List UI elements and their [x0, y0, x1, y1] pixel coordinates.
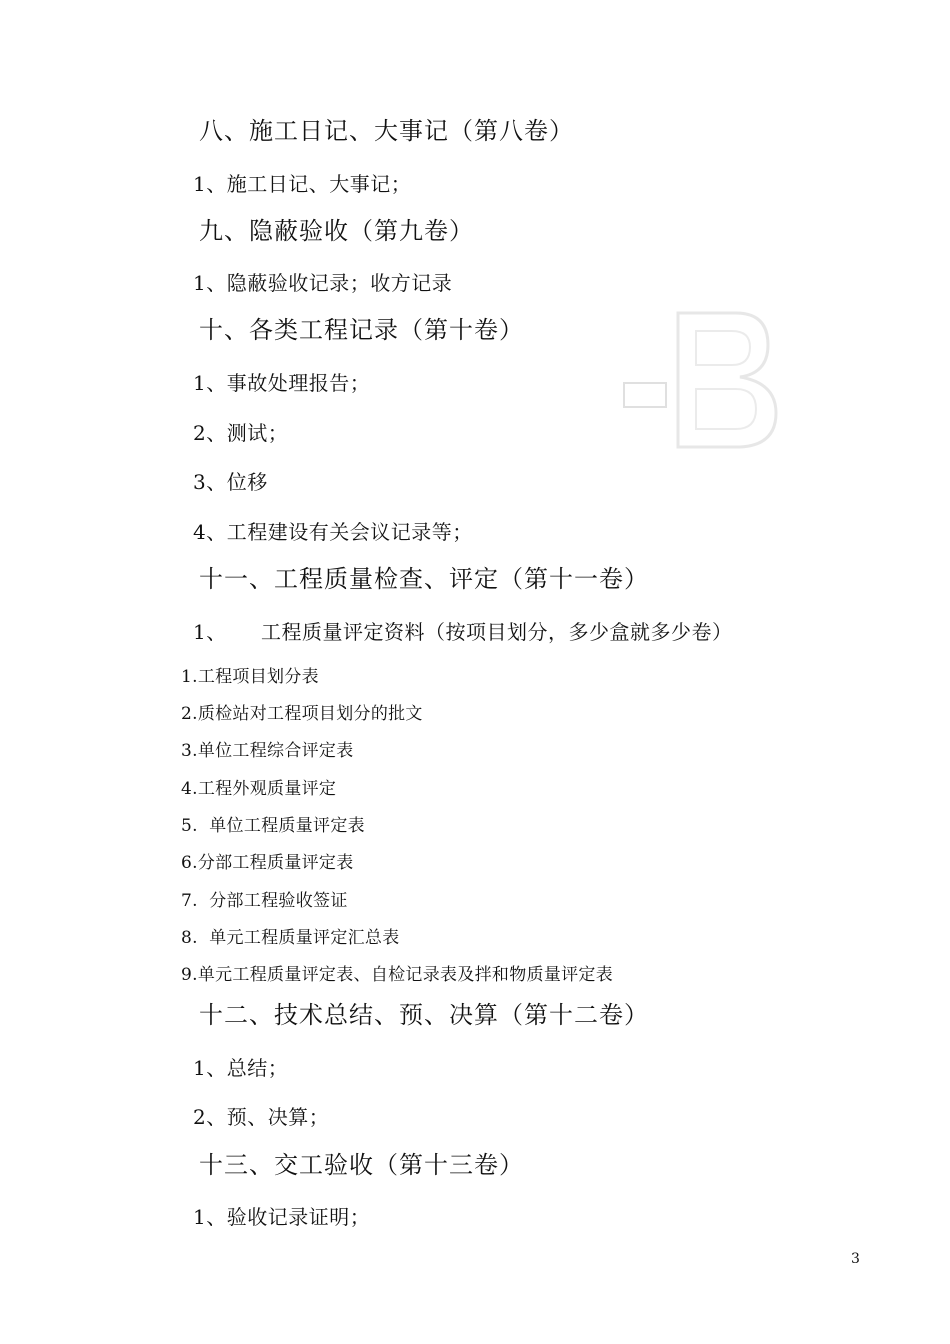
list-item: 1、验收记录证明；	[193, 1205, 371, 1229]
section-heading-8: 八、施工日记、大事记（第八卷）	[199, 117, 574, 145]
sub-list-item: 1.工程项目划分表	[181, 667, 319, 687]
section-heading-12: 十二、技术总结、预、决算（第十二卷）	[199, 1001, 649, 1029]
list-item: 2、测试；	[193, 421, 289, 445]
sub-list-item: 6.分部工程质量评定表	[181, 853, 354, 873]
sub-list-item: 4.工程外观质量评定	[181, 779, 337, 799]
list-item: 3、位移	[193, 470, 268, 494]
sub-list-item: 2.质检站对工程项目划分的批文	[181, 704, 423, 724]
sub-list-item: 3.单位工程综合评定表	[181, 741, 354, 761]
watermark-logo	[618, 305, 788, 455]
section-heading-10: 十、各类工程记录（第十卷）	[199, 316, 524, 344]
list-item: 1、总结；	[193, 1056, 289, 1080]
list-item: 2、预、决算；	[193, 1105, 330, 1129]
sub-list-item: 8. 单元工程质量评定汇总表	[181, 928, 400, 948]
section-heading-9: 九、隐蔽验收（第九卷）	[199, 217, 474, 245]
list-item: 1、事故处理报告；	[193, 371, 371, 395]
list-item: 4、工程建设有关会议记录等；	[193, 520, 473, 544]
list-item: 1、 工程质量评定资料（按项目划分，多少盒就多少卷）	[193, 620, 733, 644]
section-heading-11: 十一、工程质量检查、评定（第十一卷）	[199, 565, 649, 593]
list-item: 1、隐蔽验收记录；收方记录	[193, 271, 453, 295]
section-heading-13: 十三、交工验收（第十三卷）	[199, 1151, 524, 1179]
list-item: 1、施工日记、大事记；	[193, 172, 412, 196]
sub-list-item: 7. 分部工程验收签证	[181, 891, 348, 911]
page-number: 3	[851, 1251, 860, 1267]
sub-list-item: 5. 单位工程质量评定表	[181, 816, 365, 836]
sub-list-item: 9.单元工程质量评定表、自检记录表及拌和物质量评定表	[181, 965, 614, 985]
